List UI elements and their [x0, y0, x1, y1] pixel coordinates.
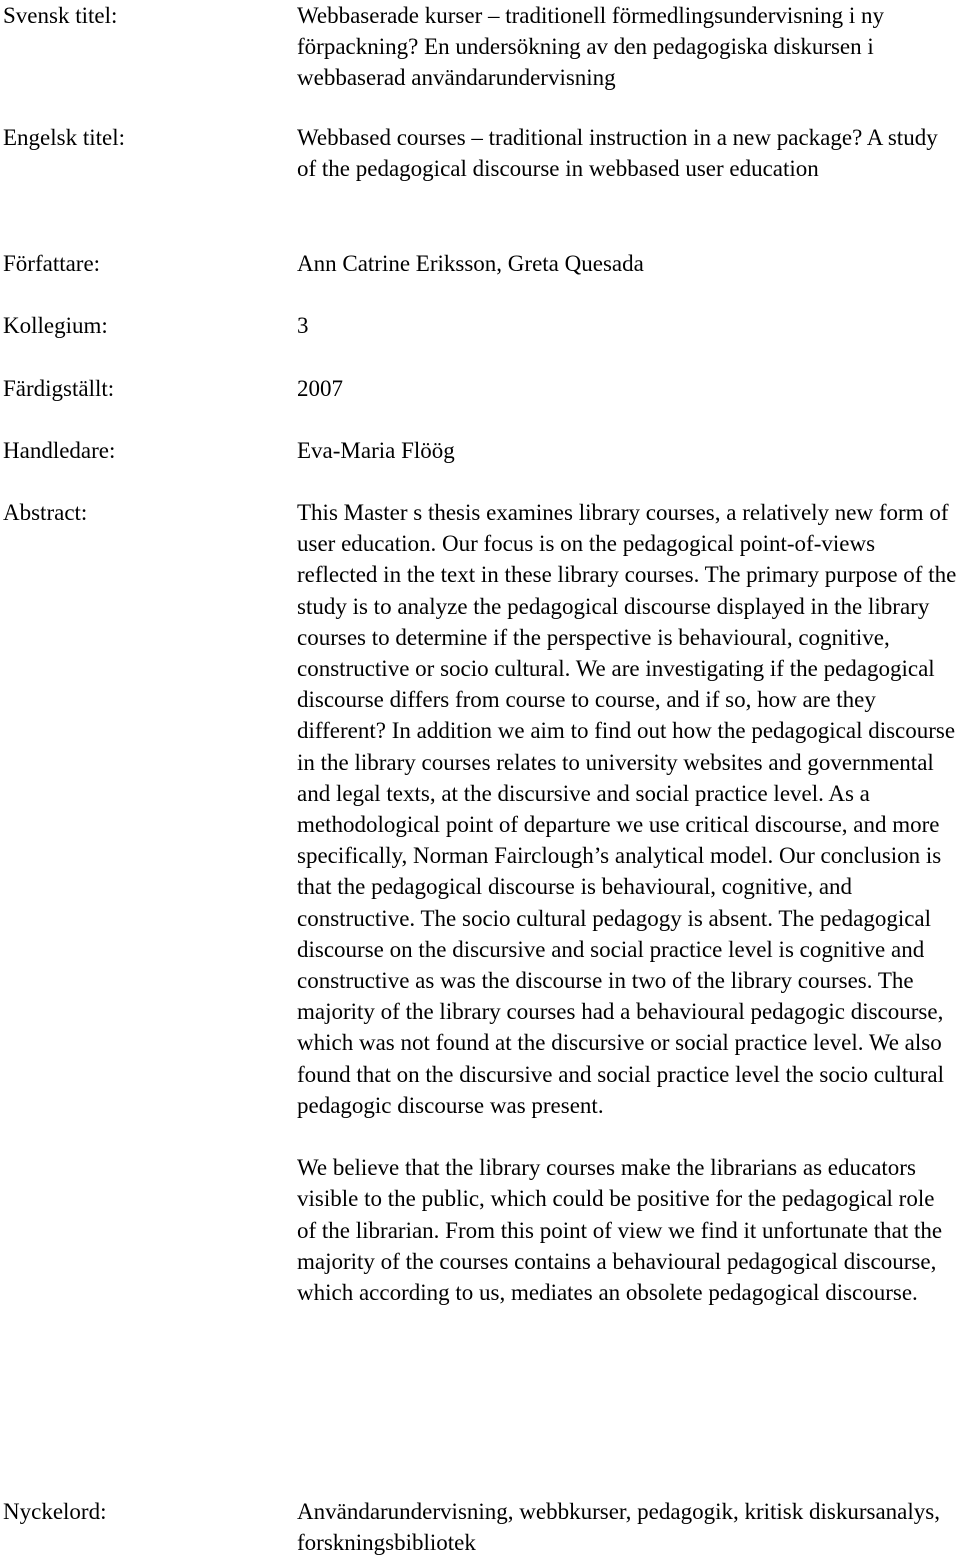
authors-value: Ann Catrine Eriksson, Greta Quesada: [297, 251, 644, 276]
abstract-paragraph: This Master s thesis examines library courses, a relatively new form of user education. Our focus is on the pedagogical point-of-views reflected in the text in these library courses. The primary purpose of the study is to analyze the pedagogical discourse displayed in the library courses to determine if the perspective is behavioural, cognitive, constructive or socio cultural. We are investigating if the pedagogical discourse differs from course to course, and if so, how are they different? In addition we aim to find out how the pedagogical discourse in the library courses relates to university websites and governmental and legal texts, at the discursive and social practice level. As a methodological point of departure we use critical discourse, and more specifically, Norman Fairclough’s analytical model. Our conclusion is that the pedagogical discourse is behavioural, cognitive, and constructive. The socio cultural pedagogy is absent. The pedagogical discourse on the discursive and social practice level is cognitive and constructive as was the discourse in two of the library courses. The majority of the library courses had a behavioural pedagogic discourse, which was not found at the discursive or social practice level. We also found that on the discursive and social practice level the socio cultural pedagogic discourse was present.: [297, 500, 957, 1118]
abstract-label: Abstract:: [3, 500, 88, 525]
completed-value: 2007: [297, 376, 343, 401]
abstract-paragraph: We believe that the library courses make the librarians as educators visible to the public, which could be positive for the pedagogical role of the librarian. From this point of view we find it unfortunate that the majority of the courses contains a behavioural pedagogical discourse, which according to us, mediates an obsolete pedagogical discourse.: [297, 1155, 943, 1306]
abstract-body: [297, 497, 957, 1308]
supervisor-value: Eva-Maria Flöög: [297, 438, 455, 463]
keywords-label: Nyckelord:: [3, 1499, 107, 1524]
keywords-value: Användarundervisning, webbkurser, pedagogik, kritisk diskursanalys, forskningsbibliotek: [297, 1499, 940, 1556]
swedish-title-value: Webbaserade kurser – traditionell förmedlingsundervisning i ny förpackning? En undersökning av den pedagogiska diskursen i webbaserad användarundervisning: [297, 3, 885, 91]
english-title-value: Webbased courses – traditional instruction in a new package? A study of the pedagogical discourse in webbased user education: [297, 125, 938, 182]
swedish-title-label: Svensk titel:: [3, 3, 118, 28]
kollegium-label: Kollegium:: [3, 313, 108, 338]
supervisor-label: Handledare:: [3, 438, 116, 463]
kollegium-value: 3: [297, 313, 309, 338]
english-title-label: Engelsk titel:: [3, 125, 126, 150]
completed-label: Färdigställt:: [3, 376, 115, 401]
authors-label: Författare:: [3, 251, 101, 276]
